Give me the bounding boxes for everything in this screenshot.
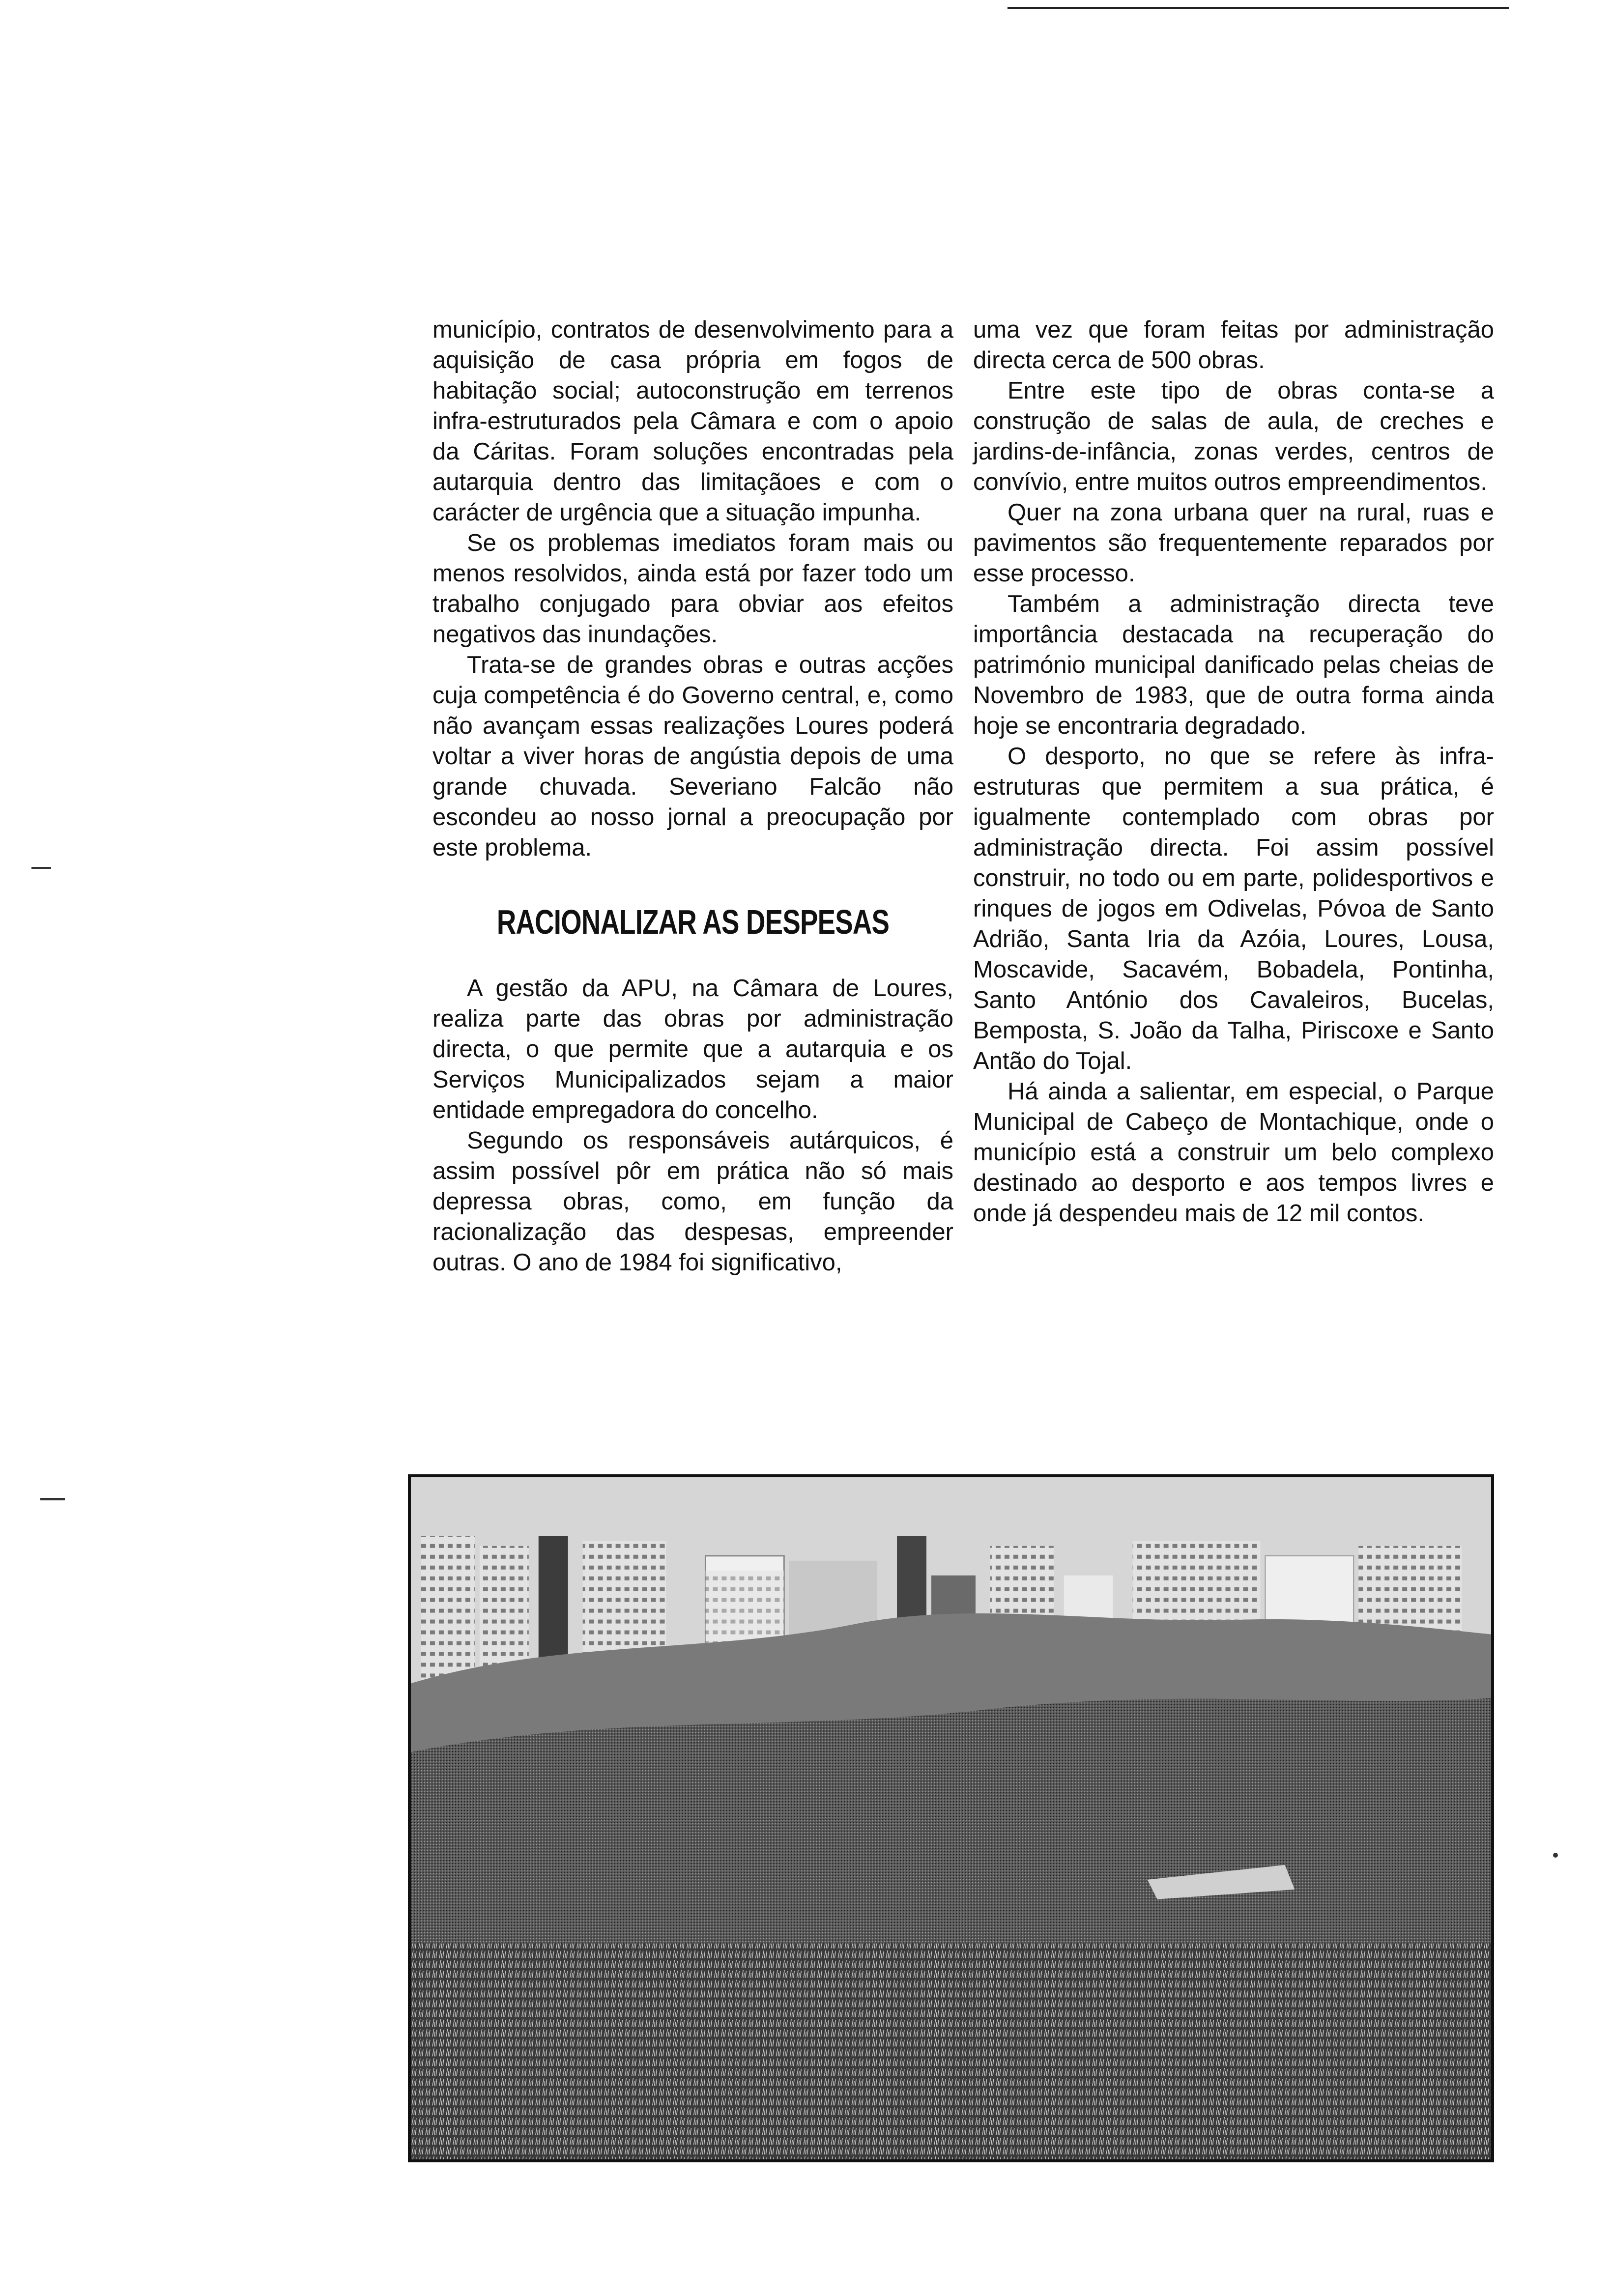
article-left-column	[432, 315, 953, 1278]
article-paragraph: O desporto, no que se refere às infra-estruturas que permitem a sua prática, é igualmente contemplado com obras por administração directa. Foi assim possível construir, no todo ou em parte, polidesportivos e rinques de jogos em Odivelas, Póvoa de Santo Adrião, Santa Iria da Azóia, Loures, Lousa, Moscavide, Sacavém, Bobadela, Pontinha, Santo António dos Cavaleiros, Bucelas, Bemposta, S. João da Talha, Piriscoxe e Santo Antão do Tojal.	[973, 743, 1494, 1074]
scan-margin-mark	[31, 867, 51, 869]
article-paragraph: uma vez que foram feitas por administração directa cerca de 500 obras.	[973, 316, 1494, 373]
article-right-column	[973, 315, 1494, 1229]
article-paragraph: município, contratos de desenvolvimento para a aquisição de casa própria em fogos de habitação social; autoconstrução em terrenos infra-estruturados pela Câmara e com o apoio da Cáritas. Foram soluções encontradas pela autarquia dentro das limitaçãoes e com o carácter de urgência que a situação impunha.	[432, 316, 953, 526]
scan-speck	[1553, 1853, 1558, 1858]
article-paragraph: Trata-se de grandes obras e outras acções cuja competência é do Governo central, e, como não avançam essas realizações Loures poderá voltar a viver horas de angústia depois de uma grande chuvada. Severiano Falcão não escondeu ao nosso jornal a preocupação por este problema.	[432, 652, 953, 861]
article-paragraph: Quer na zona urbana quer na rural, ruas e pavimentos são frequentemente reparados por esse processo.	[973, 499, 1494, 587]
article-paragraph: A gestão da APU, na Câmara de Loures, realiza parte das obras por administração directa, o que permite que a autarquia e os Serviços Municipalizados sejam a maior entidade empregadora do concelho.	[432, 975, 953, 1123]
article-paragraph: Há ainda a salientar, em especial, o Parque Municipal de Cabeço de Montachique, onde o município está a construir um belo complexo destinado ao desporto e aos tempos livres e onde já despendeu mais de 12 mil contos.	[973, 1078, 1494, 1227]
section-subheading: RACIONALIZAR AS DESPESAS	[496, 903, 890, 941]
landscape-photo	[408, 1474, 1494, 2162]
article-paragraph: Se os problemas imediatos foram mais ou menos resolvidos, ainda está por fazer todo um trabalho conjugado para obviar aos efeitos negativos das inundações.	[432, 530, 953, 648]
scan-margin-mark	[40, 1498, 65, 1500]
photo-illustration	[411, 1477, 1491, 2159]
article-paragraph: Entre este tipo de obras conta-se a construção de salas de aula, de creches e jardins-de-infância, zonas verdes, centros de convívio, entre muitos outros empreendimentos.	[973, 377, 1494, 495]
photo-foreground-brush	[411, 1944, 1491, 2159]
article-paragraph: Segundo os responsáveis autárquicos, é assim possível pôr em prática não só mais depressa obras, como, em função da racionalização das despesas, empreender outras. O ano de 1984 foi significativo,	[432, 1127, 953, 1276]
scan-top-line	[1008, 7, 1509, 9]
article-paragraph: Também a administração directa teve importância destacada na recuperação do património municipal danificado pelas cheias de Novembro de 1983, que de outra forma ainda hoje se encontraria degradado.	[973, 591, 1494, 739]
